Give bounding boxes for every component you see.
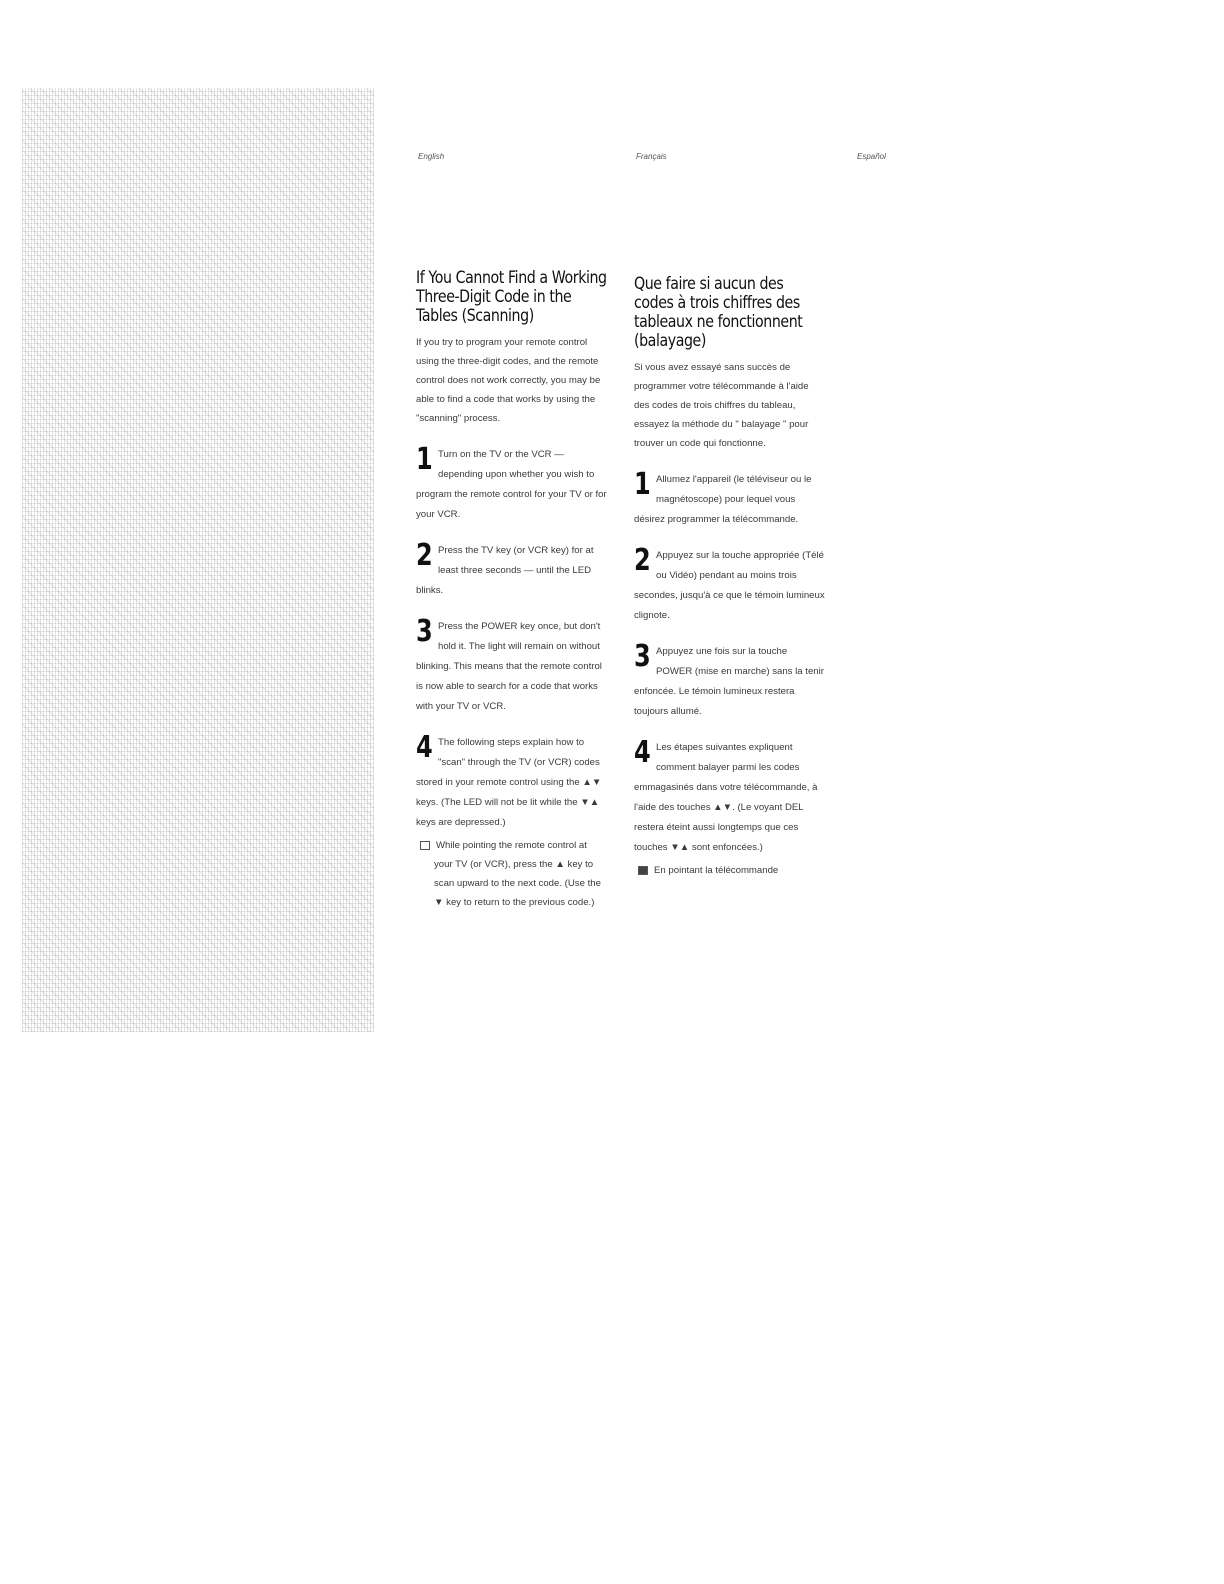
french-title: Que faire si aucun des codes à trois chiffres des tableaux ne fonctionnent (balayage) [634,274,803,350]
language-label-english: English [418,152,445,161]
french-step-3 [634,641,826,721]
step-number: 2 [416,538,433,573]
square-bullet-icon [638,866,648,875]
step-number: 1 [634,467,651,502]
substep-text: En pointant la télécommande [654,865,779,876]
french-substep [634,861,826,880]
language-label-spanish: Español [857,152,886,161]
step-text: Allumez l'appareil (le téléviseur ou le magnétoscope) pour lequel vous désirez programmer la télécommande. [634,474,812,525]
french-step-2 [634,545,826,625]
step-text: The following steps explain how to "scan" through the TV (or VCR) codes stored in your remote control using the ▲▼ keys. (The LED will not be lit while the ▼▲ keys are depressed.) [416,737,602,828]
step-number: 4 [634,735,651,770]
step-text: Appuyez une fois sur la touche POWER (mise en marche) sans la tenir enfoncée. Le témoin lumineux restera toujours allumé. [634,646,824,717]
step-text: Les étapes suivantes expliquent comment balayer parmi les codes emmagasinés dans votre télécommande, à l'aide des touches ▲▼. (Le voyant DEL restera éteint aussi longtemps que ces touches ▼▲ sont enfoncées.) [634,742,818,853]
french-column [634,274,826,880]
step-number: 2 [634,543,651,578]
step-number: 4 [416,730,433,765]
step-number: 1 [416,442,433,477]
english-title: If You Cannot Find a Working Three-Digit Code in the Tables (Scanning) [416,268,607,325]
step-text: Press the TV key (or VCR key) for at least three seconds — until the LED blinks. [416,545,594,596]
step-text: Press the POWER key once, but don't hold it. The light will remain on without blinking. This means that the remote control is now able to search for a code that works with your TV or VCR. [416,621,602,712]
language-label-french: Français [636,152,667,161]
french-step-1 [634,469,826,529]
english-column [416,268,608,912]
scanned-texture-panel [22,88,374,1032]
square-bullet-icon [420,841,430,850]
english-step-1 [416,444,608,524]
step-number: 3 [416,614,433,649]
french-intro: Si vous avez essayé sans succès de programmer votre télécommande à l'aide des codes de trois chiffres du tableau, essayez la méthode du " balayage " pour trouver un code qui fonctionne. [634,362,809,449]
english-step-2 [416,540,608,600]
step-number: 3 [634,639,651,674]
english-step-4 [416,732,608,832]
english-substep [416,836,608,912]
substep-text: While pointing the remote control at your TV (or VCR), press the ▲ key to scan upward to the next code. (Use the ▼ key to return to the previous code.) [434,840,601,908]
step-text: Turn on the TV or the VCR — depending upon whether you wish to program the remote control for your TV or for your VCR. [416,449,607,520]
step-text: Appuyez sur la touche appropriée (Télé ou Vidéo) pendant au moins trois secondes, jusqu'à ce que le témoin lumineux clignote. [634,550,825,621]
english-intro: If you try to program your remote control using the three-digit codes, and the remote control does not work correctly, you may be able to find a code that works by using the "scanning" process. [416,337,601,424]
english-step-3 [416,616,608,716]
french-step-4 [634,737,826,857]
